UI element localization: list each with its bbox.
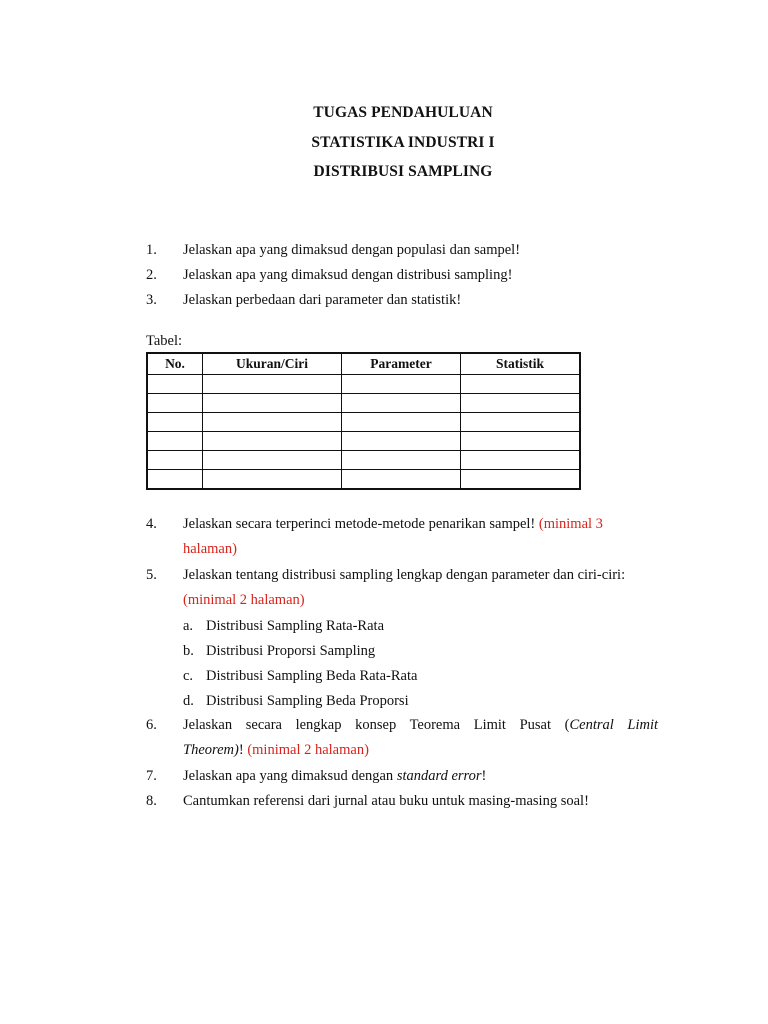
question-number: 2.: [146, 267, 157, 283]
title-line-1: TUGAS PENDAHULUAN: [313, 104, 493, 121]
table-cell: [342, 470, 461, 490]
question-text: Cantumkan referensi dari jurnal atau buku untuk masing-masing soal!: [183, 793, 589, 809]
question-text-line-2: [183, 743, 369, 758]
word: Pusat: [519, 717, 551, 733]
table-row: [147, 432, 580, 451]
table-cell: [461, 432, 581, 451]
page-requirement-note: (minimal 3: [538, 516, 603, 532]
table-row: [147, 413, 580, 432]
subitem-text: Distribusi Sampling Beda Proporsi: [206, 693, 409, 709]
subitem-text: Distribusi Proporsi Sampling: [206, 643, 376, 659]
table-row: [147, 470, 580, 490]
table-cell: [342, 375, 461, 394]
title-line-3: DISTRIBUSI SAMPLING: [313, 163, 493, 180]
table-cell: [147, 394, 203, 413]
word: Jelaskan: [183, 717, 233, 733]
word: konsep: [355, 717, 397, 733]
table-label: Tabel:: [146, 333, 183, 349]
table-cell: [203, 432, 342, 451]
table-cell: [203, 451, 342, 470]
subitem-letter: b.: [183, 643, 194, 659]
table-row: [147, 394, 580, 413]
header-no: No.: [147, 353, 203, 375]
subitem-text: Distribusi Sampling Beda Rata-Rata: [206, 668, 418, 684]
table-cell: [461, 470, 581, 490]
table-row: [147, 375, 580, 394]
question-number: 8.: [146, 793, 157, 809]
subitem-letter: d.: [183, 693, 194, 709]
question-number: 6.: [146, 717, 157, 733]
header-statistik: Statistik: [461, 353, 581, 375]
question-number: 7.: [146, 768, 157, 784]
subitem-letter: c.: [183, 668, 194, 684]
term-italic: standard error: [396, 768, 482, 784]
table-cell: [203, 394, 342, 413]
question-number: 5.: [146, 567, 157, 583]
table-cell: [461, 413, 581, 432]
word: Teorema: [409, 717, 461, 733]
question-text: [183, 769, 486, 784]
page-requirement-note: (minimal 2 halaman): [183, 592, 305, 608]
table-cell: [203, 413, 342, 432]
title-line-2: STATISTIKA INDUSTRI I: [311, 134, 495, 151]
word: Limit: [473, 717, 506, 733]
table-cell: [461, 451, 581, 470]
question-number: 4.: [146, 516, 157, 532]
question-text-line-1: [183, 718, 658, 733]
question-text: Jelaskan tentang distribusi sampling lengkap dengan parameter dan ciri-ciri:: [183, 567, 626, 583]
table-cell: [342, 394, 461, 413]
table-cell: [461, 375, 581, 394]
table-cell: [147, 413, 203, 432]
table-cell: [203, 375, 342, 394]
subitem-letter: a.: [183, 618, 194, 634]
table-cell: [461, 394, 581, 413]
table-cell: [147, 451, 203, 470]
table-row: [147, 451, 580, 470]
word-italic: (Central: [564, 717, 614, 733]
subitem-text: Distribusi Sampling Rata-Rata: [206, 618, 385, 634]
question-text: Jelaskan perbedaan dari parameter dan statistik!: [183, 292, 462, 308]
question-text: Jelaskan apa yang dimaksud dengan populasi dan sampel!: [183, 242, 521, 258]
term-italic: Theorem): [183, 742, 239, 758]
page-requirement-note-cont: halaman): [183, 541, 237, 557]
word: lengkap: [295, 717, 342, 733]
question-text: [183, 517, 603, 532]
table-cell: [342, 451, 461, 470]
question-body: Jelaskan apa yang dimaksud dengan: [183, 768, 394, 784]
table-cell: [342, 432, 461, 451]
table-cell: [203, 470, 342, 490]
table-header-row: [147, 353, 580, 375]
table-cell: [147, 375, 203, 394]
data-table: [146, 352, 581, 490]
header-parameter: Parameter: [342, 353, 461, 375]
word-italic: Limit: [627, 717, 659, 733]
word: secara: [245, 717, 282, 733]
page-requirement-note: (minimal 2 halaman): [247, 742, 369, 758]
table-cell: [342, 413, 461, 432]
table-cell: [147, 432, 203, 451]
punctuation: !: [481, 768, 487, 784]
question-text: Jelaskan apa yang dimaksud dengan distribusi sampling!: [183, 267, 513, 283]
table-cell: [147, 470, 203, 490]
punctuation: !: [238, 742, 244, 758]
question-number: 1.: [146, 242, 157, 258]
question-body: Jelaskan secara terperinci metode-metode penarikan sampel!: [183, 516, 536, 532]
header-ukuran-ciri: Ukuran/Ciri: [203, 353, 342, 375]
question-number: 3.: [146, 292, 157, 308]
